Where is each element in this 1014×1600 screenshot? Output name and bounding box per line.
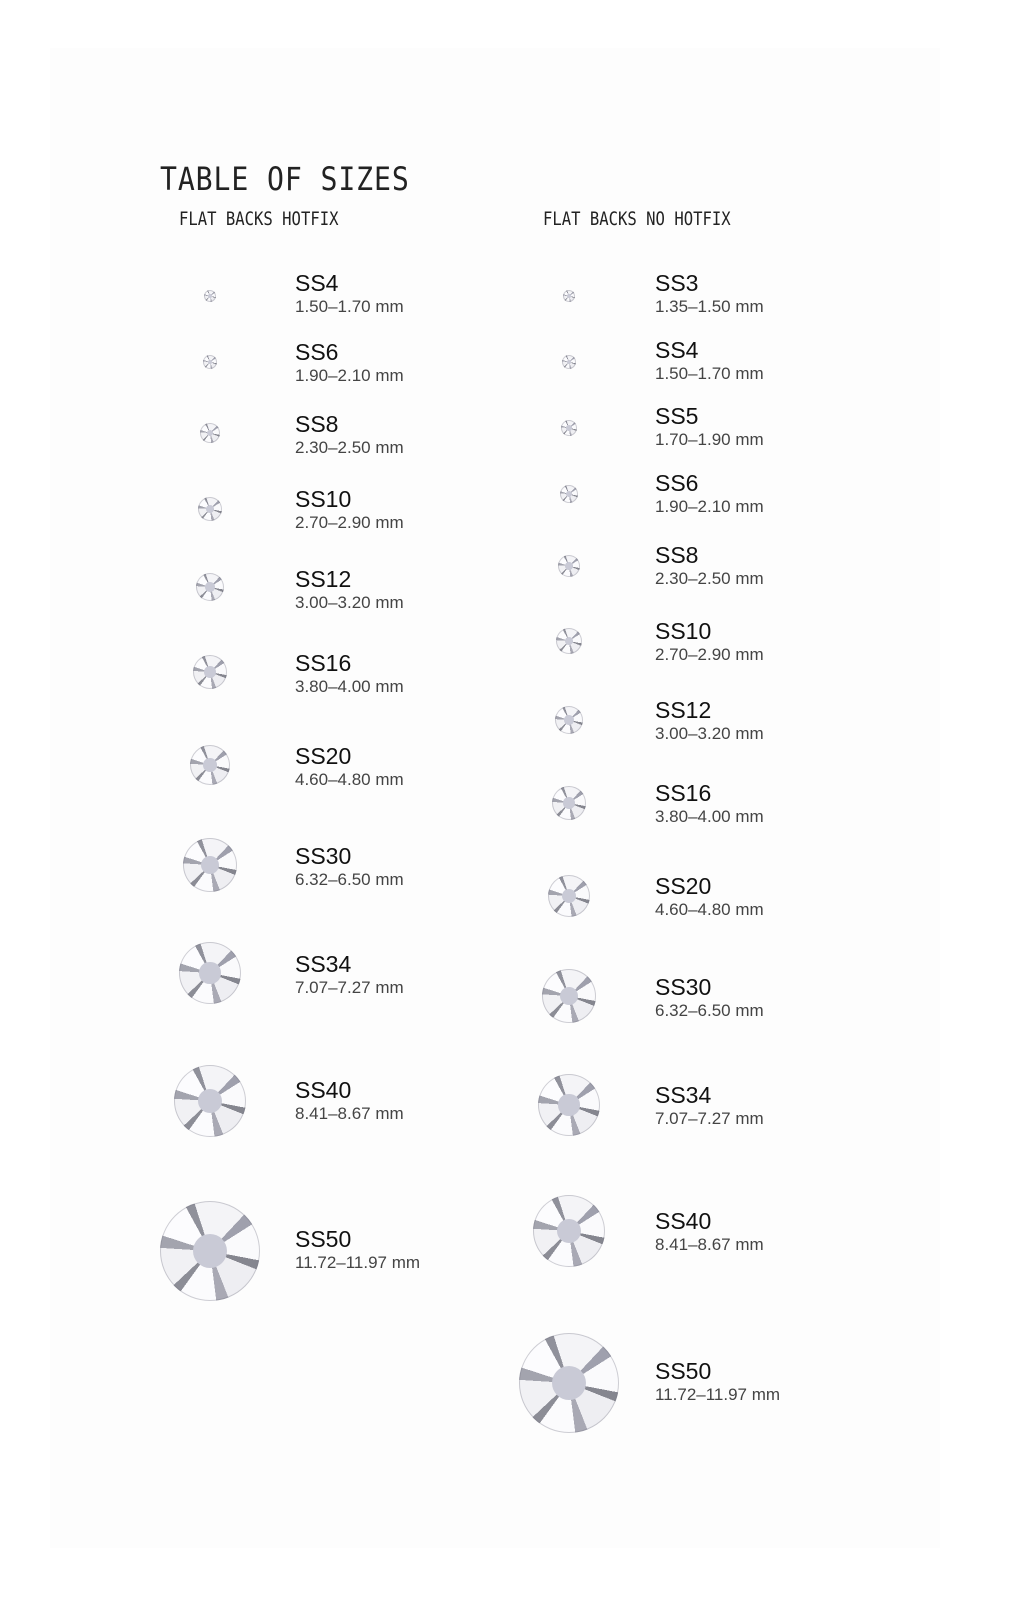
size-range-mm: 1.50–1.70 mm xyxy=(295,297,404,316)
rhinestone-icon xyxy=(179,942,241,1004)
rhinestone-icon xyxy=(548,875,590,917)
size-code: SS30 xyxy=(295,843,352,869)
size-range-mm: 11.72–11.97 mm xyxy=(295,1253,421,1272)
size-range-mm: 8.41–8.67 mm xyxy=(655,1235,764,1254)
size-range-mm: 1.90–2.10 mm xyxy=(655,497,764,516)
size-code: SS40 xyxy=(655,1208,712,1234)
size-code: SS20 xyxy=(295,743,352,769)
rhinestone-icon xyxy=(193,655,227,689)
size-range-mm: 3.00–3.20 mm xyxy=(655,724,764,743)
size-range-mm: 1.35–1.50 mm xyxy=(655,297,764,316)
size-code: SS4 xyxy=(655,337,699,363)
size-code: SS8 xyxy=(655,542,699,568)
size-range-mm: 7.07–7.27 mm xyxy=(295,978,404,997)
rhinestone-icon xyxy=(555,706,583,734)
rhinestone-icon xyxy=(533,1195,605,1267)
rhinestone-icon xyxy=(200,423,220,443)
size-range-mm: 1.90–2.10 mm xyxy=(295,366,404,385)
size-range-mm: 11.72–11.97 mm xyxy=(655,1385,781,1404)
rhinestone-icon xyxy=(552,786,586,820)
size-code: SS10 xyxy=(295,486,352,512)
page-card xyxy=(50,48,940,1548)
size-range-mm: 6.32–6.50 mm xyxy=(655,1001,764,1020)
rhinestone-icon xyxy=(203,355,217,369)
size-range-mm: 4.60–4.80 mm xyxy=(295,770,404,789)
size-range-mm: 2.70–2.90 mm xyxy=(655,645,764,664)
size-range-mm: 2.30–2.50 mm xyxy=(655,569,764,588)
rhinestone-icon xyxy=(190,745,230,785)
size-code: SS12 xyxy=(295,566,352,592)
rhinestone-icon xyxy=(556,628,582,654)
size-range-mm: 3.00–3.20 mm xyxy=(295,593,404,612)
size-range-mm: 7.07–7.27 mm xyxy=(655,1109,764,1128)
rhinestone-icon xyxy=(542,969,596,1023)
size-range-mm: 2.70–2.90 mm xyxy=(295,513,404,532)
size-code: SS34 xyxy=(655,1082,712,1108)
size-range-mm: 2.30–2.50 mm xyxy=(295,438,404,457)
size-range-mm: 3.80–4.00 mm xyxy=(655,807,764,826)
size-code: SS10 xyxy=(655,618,712,644)
size-range-mm: 3.80–4.00 mm xyxy=(295,677,404,696)
rhinestone-icon xyxy=(174,1065,246,1137)
size-range-mm: 4.60–4.80 mm xyxy=(655,900,764,919)
rhinestone-icon xyxy=(198,497,222,521)
rhinestone-icon xyxy=(562,355,576,369)
rhinestone-icon xyxy=(519,1333,619,1433)
rhinestone-icon xyxy=(196,573,224,601)
size-code: SS8 xyxy=(295,411,339,437)
size-code: SS20 xyxy=(655,873,712,899)
rhinestone-icon xyxy=(538,1074,600,1136)
rhinestone-icon xyxy=(563,290,575,302)
size-range-mm: 1.70–1.90 mm xyxy=(655,430,764,449)
size-code: SS16 xyxy=(655,780,712,806)
size-code: SS50 xyxy=(295,1226,352,1252)
size-code: SS16 xyxy=(295,650,352,676)
size-code: SS4 xyxy=(295,270,339,296)
size-range-mm: 1.50–1.70 mm xyxy=(655,364,764,383)
size-code: SS30 xyxy=(655,974,712,1000)
size-code: SS5 xyxy=(655,403,699,429)
size-code: SS40 xyxy=(295,1077,352,1103)
page-title: TABLE OF SIZES xyxy=(160,160,410,198)
rhinestone-icon xyxy=(561,420,577,436)
size-range-mm: 6.32–6.50 mm xyxy=(295,870,404,889)
rhinestone-icon xyxy=(204,290,216,302)
size-code: SS6 xyxy=(295,339,339,365)
size-code: SS34 xyxy=(295,951,352,977)
rhinestone-icon xyxy=(183,838,237,892)
rhinestone-icon xyxy=(560,485,578,503)
rhinestone-icon xyxy=(160,1201,260,1301)
size-range-mm: 8.41–8.67 mm xyxy=(295,1104,404,1123)
size-code: SS12 xyxy=(655,697,712,723)
column-heading-no-hotfix: FLAT BACKS NO HOTFIX xyxy=(543,208,731,230)
size-code: SS50 xyxy=(655,1358,712,1384)
column-heading-hotfix: FLAT BACKS HOTFIX xyxy=(179,208,339,230)
rhinestone-icon xyxy=(558,555,580,577)
size-code: SS6 xyxy=(655,470,699,496)
size-code: SS3 xyxy=(655,270,699,296)
